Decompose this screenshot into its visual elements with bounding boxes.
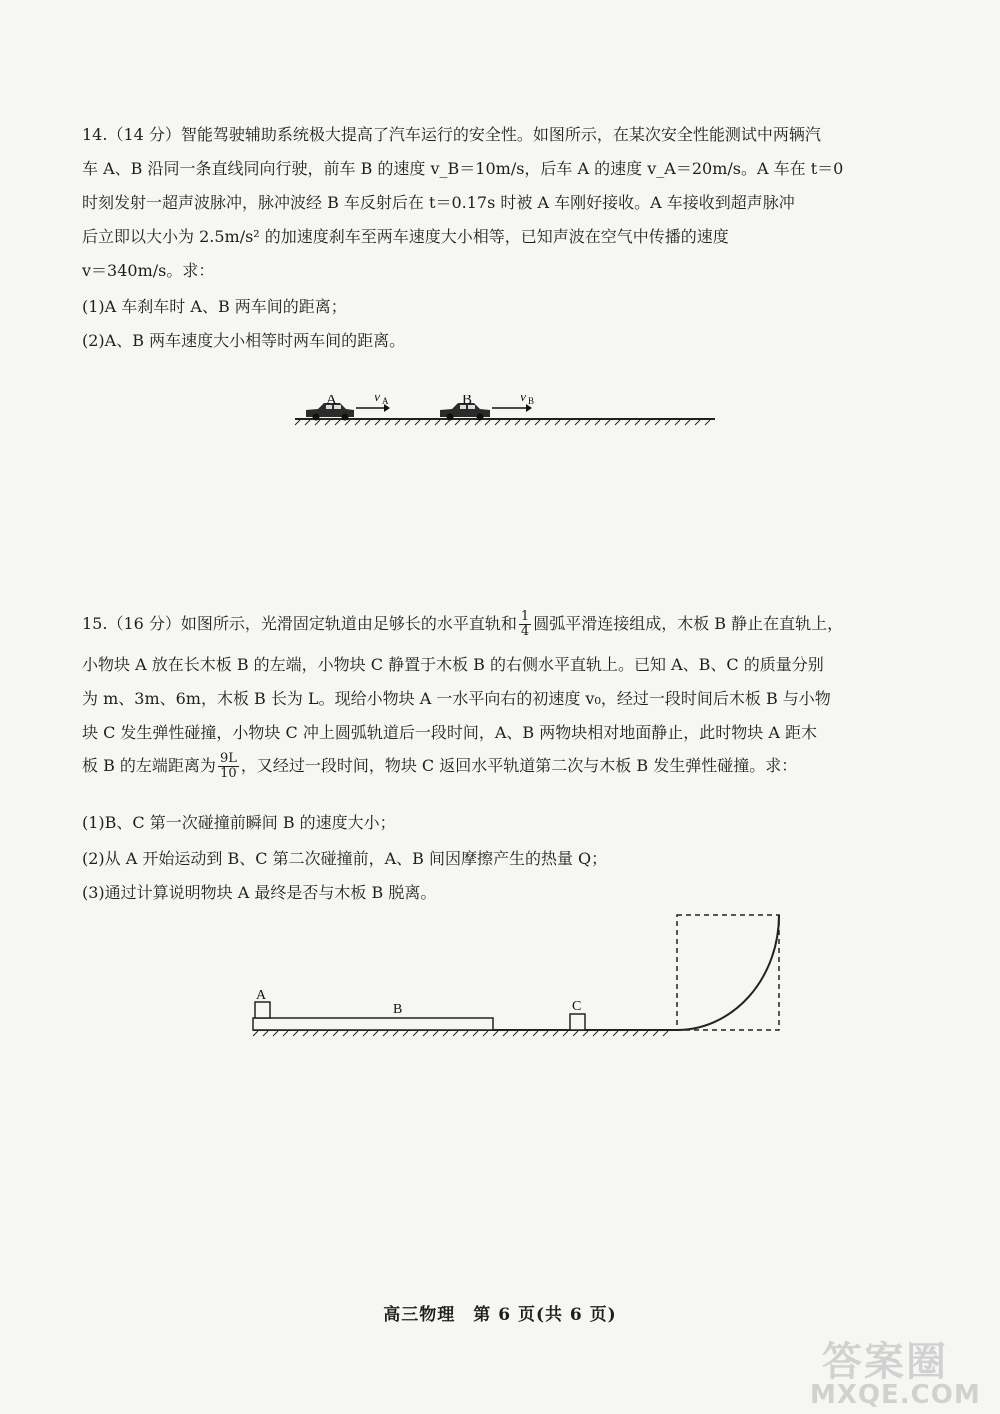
q15-line: 小物块 A 放在长木板 B 的左端，小物块 C 静置于木板 B 的右侧水平直轨上。已知 A、B、C 的质量分别 — [82, 655, 824, 674]
q15-subquestion: (3)通过计算说明物块 A 最终是否与木板 B 脱离。 — [82, 883, 437, 902]
q15-subquestion: (2)从 A 开始运动到 B、C 第二次碰撞前，A、B 间因摩擦产生的热量 Q； — [82, 849, 608, 868]
q15-figure — [245, 905, 795, 1050]
fraction-denominator: 4 — [520, 624, 530, 639]
q15-subquestion: (1)B、C 第一次碰撞前瞬间 B 的速度大小； — [82, 813, 396, 832]
ground-hatching — [253, 1031, 668, 1036]
q15-line: 为 m、3m、6m，木板 B 长为 L。现给小物块 A 一水平向右的初速度 v₀，经过一段时间后木板 B 与小物 — [82, 689, 831, 708]
q14-subquestion: (1)A 车刹车时 A、B 两车间的距离； — [82, 297, 347, 316]
va-subscript: A — [382, 396, 389, 406]
fraction-9L-10 — [218, 752, 239, 781]
q14-figure — [290, 395, 720, 455]
label-b: B — [393, 1002, 403, 1017]
page-footer: 高三物理 第 6 页(共 6 页) — [383, 1305, 617, 1325]
q14-line: 车 A、B 沿同一条直线同向行驶，前车 B 的速度 v_B＝10m/s，后车 A 的速度 v_A＝20m/s。A 车在 t＝0 — [82, 159, 844, 178]
fraction-quarter — [519, 610, 531, 639]
label-c: C — [572, 999, 582, 1014]
road-hatching — [295, 420, 710, 425]
fraction-numerator: 9L — [219, 751, 237, 766]
arc-guide-box — [677, 915, 779, 1030]
q15-line5-end: ，又经过一段时间，物块 C 返回水平轨道第二次与木板 B 发生弹性碰撞。求： — [240, 756, 798, 775]
block-c — [570, 1014, 585, 1030]
block-a — [255, 1002, 270, 1018]
va-label: v — [374, 395, 381, 405]
label-a: A — [256, 988, 267, 1003]
car-b-label: B — [462, 395, 473, 408]
quarter-arc-track — [677, 915, 779, 1030]
fraction-denominator: 10 — [220, 766, 237, 781]
q15-line1-end: 圆弧平滑连接组成，木板 B 静止在直轨上， — [533, 614, 844, 633]
fraction-numerator: 1 — [520, 609, 530, 624]
q14-subquestion: (2)A、B 两车速度大小相等时两车间的距离。 — [82, 331, 406, 350]
q15-line — [82, 610, 843, 639]
board-b — [253, 1018, 493, 1030]
q15-line: 块 C 发生弹性碰撞，小物块 C 冲上圆弧轨道后一段时间，A、B 两物块相对地面静止，此时物块 A 距木 — [82, 723, 817, 742]
q14-line: 后立即以大小为 2.5m/s² 的加速度刹车至两车速度大小相等，已知声波在空气中传播的速度 — [82, 227, 729, 246]
q14-line: 14.（14 分）智能驾驶辅助系统极大提高了汽车运行的安全性。如图所示，在某次安全性能测试中两辆汽 — [82, 125, 821, 144]
car-a-label: A — [326, 395, 337, 408]
watermark-domain: MXQE.COM — [810, 1380, 981, 1410]
q15-line5-start: 板 B 的左端距离为 — [82, 756, 216, 775]
q14-line: 时刻发射一超声波脉冲，脉冲波经 B 车反射后在 t＝0.17s 时被 A 车刚好接收。A 车接收到超声脉冲 — [82, 193, 795, 212]
q14-line: v＝340m/s。求： — [82, 261, 215, 280]
watermark-logo-text: 答案圈 — [822, 1339, 948, 1385]
watermark — [800, 1330, 990, 1410]
q15-line1-start: 15.（16 分）如图所示，光滑固定轨道由足够长的水平直轨和 — [82, 614, 517, 633]
vb-subscript: B — [528, 396, 535, 406]
q15-line — [82, 752, 797, 781]
vb-label: v — [520, 395, 527, 405]
